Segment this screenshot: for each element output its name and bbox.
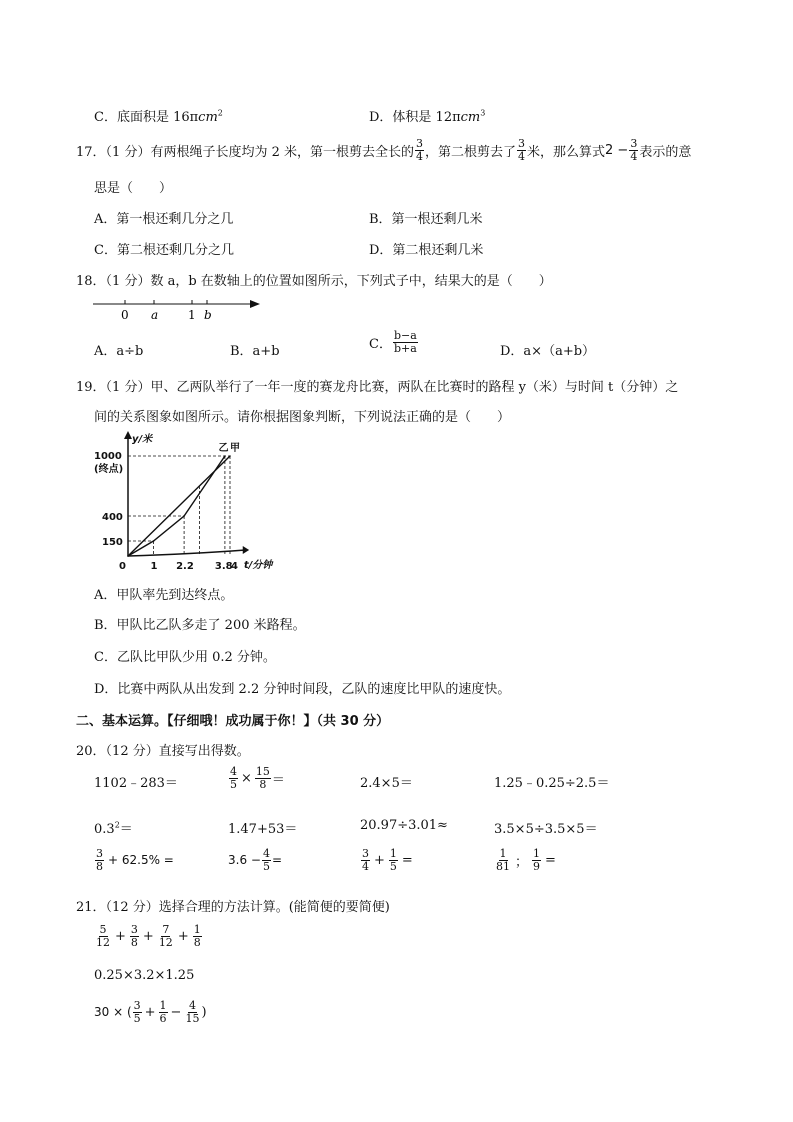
q20-r2c1: $0.3^2=$ (94, 820, 133, 837)
series-label-jia: 甲 (230, 443, 240, 454)
series-point-1-2 (183, 515, 185, 517)
series-point-1-0 (127, 555, 129, 557)
q17-stem: 17．（1 分）有两根绳子长度均为 2 米，第一根剪去全长的 $\frac{3}{4}$ ，第二根剪去了 $\frac{3}{4}$ 米，那么算式 2 − $\frac{3}{4}$ 表示的意 (76, 137, 692, 163)
q18-option-b: B．a+b (230, 344, 280, 359)
q20-r2c4: 3.5×5÷3.5×5＝ (494, 822, 598, 837)
q17-option-b: B．第一根还剩几米 (369, 212, 483, 227)
q20-r3c3: $\frac{3}{4}$ + $\frac{1}{5}$ = (362, 847, 413, 873)
x-tick-1: 1 (150, 561, 158, 572)
q20-r1c1: 1102﹣283＝ (94, 776, 178, 791)
q18-option-d: D．a×（a+b） (500, 344, 596, 359)
section-2-title: 二、基本运算。【仔细哦！成功属于你！】（共 30 分） (76, 714, 390, 729)
q17-frac-1: $\frac{3}{4}$ (415, 137, 423, 163)
q20-stem: 20．（12 分）直接写出得数。 (76, 744, 250, 759)
q19-option-b: B．甲队比乙队多走了 200 米路程。 (94, 618, 306, 633)
q17-frac-3: $\frac{3}{4}$ (630, 137, 638, 163)
x-axis-label: t/分钟 (243, 560, 273, 571)
q20-r1c3: 2.4×5＝ (360, 776, 413, 791)
axis-label-b: b (204, 308, 212, 322)
axis-label-1: 1 (188, 308, 196, 322)
y-axis-label: y/米 (132, 434, 153, 445)
q20-r2c2: 1.47+53＝ (228, 822, 298, 837)
q17-option-a: A．第一根还剩几分之几 (94, 212, 234, 227)
y-tick-150: 150 (102, 537, 123, 548)
q20-r2c3: 20.97÷3.01≈ (360, 818, 448, 833)
y-tick-400: 400 (102, 512, 123, 523)
q21-expr-2: 0.25×3.2×1.25 (94, 968, 195, 983)
q19-chart (90, 428, 290, 576)
q20-r3c1: $\frac{3}{8}$ + 62.5% = (96, 847, 174, 873)
y-tick-1000: 1000 (94, 451, 122, 462)
q18-number-line (88, 294, 268, 324)
series-label-yi: 乙 (218, 443, 229, 454)
q20-r3c2: 3.6 − $\frac{4}{5}$ = (228, 847, 283, 873)
x-tick-3.8: 3.8 (214, 561, 233, 572)
y-tick-terminal: (终点) (94, 464, 124, 475)
q20-r3c4: $\frac{1}{81}$ ； $\frac{1}{9}$ = (496, 847, 556, 873)
x-axis (128, 550, 245, 556)
q20-r1c2: $\frac{4}{5}$ × $\frac{15}{8}$ ＝ (230, 765, 285, 791)
q18-option-a: A．a÷b (94, 344, 144, 359)
series-point-0-1 (229, 455, 231, 457)
q16-option-d: D．体积是 12πcm$^3$ (369, 108, 486, 125)
y-axis-arrow (124, 431, 132, 439)
q19-option-d: D．比赛中两队从出发到 2.2 分钟时间段，乙队的速度比甲队的速度快。 (94, 682, 511, 697)
q18-option-c: C． $\frac{b-a}{b+a}$ (369, 329, 417, 355)
x-tick-2.2: 2.2 (176, 561, 194, 572)
x-tick-4: 4 (231, 561, 238, 572)
x-axis-arrow (243, 546, 249, 554)
axis-label-0: 0 (121, 308, 129, 322)
q17-option-d: D．第二根还剩几米 (369, 243, 484, 258)
series-point-1-1 (153, 540, 155, 542)
q16-option-c: C．底面积是 16πcm$^2$ (94, 108, 223, 125)
q21-expr-3: 30 × ( $\frac{3}{5}$ + $\frac{1}{6}$ − $\frac{4}{15}$ ) (94, 999, 207, 1025)
q21-expr-1: $\frac{5}{12}$ + $\frac{3}{8}$ + $\frac{7}{12}$ + $\frac{1}{8}$ (96, 923, 201, 949)
axis-label-a: a (151, 308, 159, 322)
x-tick-0: 0 (119, 561, 126, 572)
q19-option-c: C．乙队比甲队少用 0.2 分钟。 (94, 650, 276, 665)
q19-stem-line2: 间的关系图象如图所示。请你根据图象判断，下列说法正确的是（ ） (94, 410, 511, 425)
q20-r1c4: 1.25﹣0.25÷2.5＝ (494, 776, 610, 791)
q19-stem-line1: 19．（1 分）甲、乙两队举行了一年一度的赛龙舟比赛，两队在比赛时的路程 y（米）与时间 t（分钟）之 (76, 380, 679, 395)
q18-stem: 18．（1 分）数 a，b 在数轴上的位置如图所示，下列式子中，结果大的是（ ） (76, 274, 552, 289)
series-point-1-3 (224, 455, 226, 457)
q17-frac-2: $\frac{3}{4}$ (518, 137, 525, 163)
q17-option-c: C．第二根还剩几分之几 (94, 243, 234, 258)
q17-stem-line2: 思是（ ） (94, 181, 173, 196)
q21-stem: 21．（12 分）选择合理的方法计算。(能简便的要简便) (76, 900, 390, 915)
q19-option-a: A．甲队率先到达终点。 (94, 588, 234, 603)
